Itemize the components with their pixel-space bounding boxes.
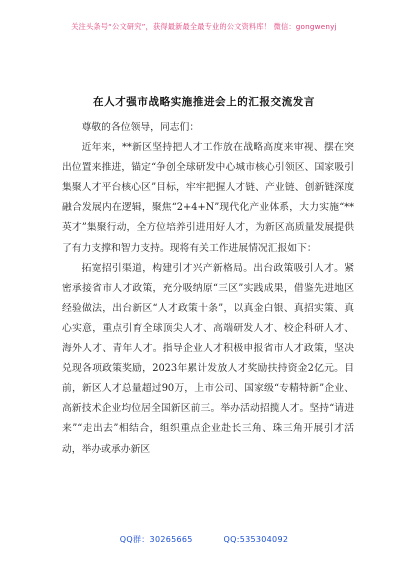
document-body [62,118,354,460]
footer-qq-group: QQ群：30265665 [119,535,193,544]
document-title: 在人才强市战略实施推进会上的汇报交流发言 [93,96,315,108]
salutation: 尊敬的各位领导，同志们： [81,122,200,133]
paragraph-intro: 近年来，**新区坚持把人才工作放在战略高度来审视、摆在突出位置来推进，锚定“争创全球研发中心城市核心引领区、国家吸引集聚人才平台核心区”目标，牢牢把握人才链、产业链、创新链深度融合发展内在逻辑，聚焦“2+4+N”现代化产业体系，大力实施“**英才”集聚行动，全方位培养引进用好人才，为新区高质量发展提供了有力支撑和智力支持。现将有关工作进展情况汇报如下： [62,142,354,254]
top-promo-banner: 关注头条号“公文研究”，获得最新最全最专业的公文资料库！ 微信：gongwenyj [71,22,337,31]
footer-qq: QQ:535304092 [223,535,289,544]
paragraph-talent-recruitment: 拓宽招引渠道，构建引才兴产新格局。出台政策吸引人才。紧密承接省市人才政策，充分吸纳原“三区”实践成果，借鉴先进地区经验做法，出台新区“人才政策十条”，以真金白银、真招实策、真心实意，重点引育全球顶尖人才、高端研发人才、校企科研人才、海外人才、青年人才。指导企业人才积极申报省市人才政策，坚决兑现各项政策奖励，2023年累计发放人才奖励扶持资金2亿元。目前，新区人才总量超过90万，上市公司、国家级“专精特新”企业、高新技术企业均位居全国新区前三。举办活动招揽人才。坚持“请进来”“走出去”相结合，组织重点企业赴长三角、珠三角开展引才活动，举办或承办新区 [62,262,354,455]
footer-contact [0,534,408,545]
